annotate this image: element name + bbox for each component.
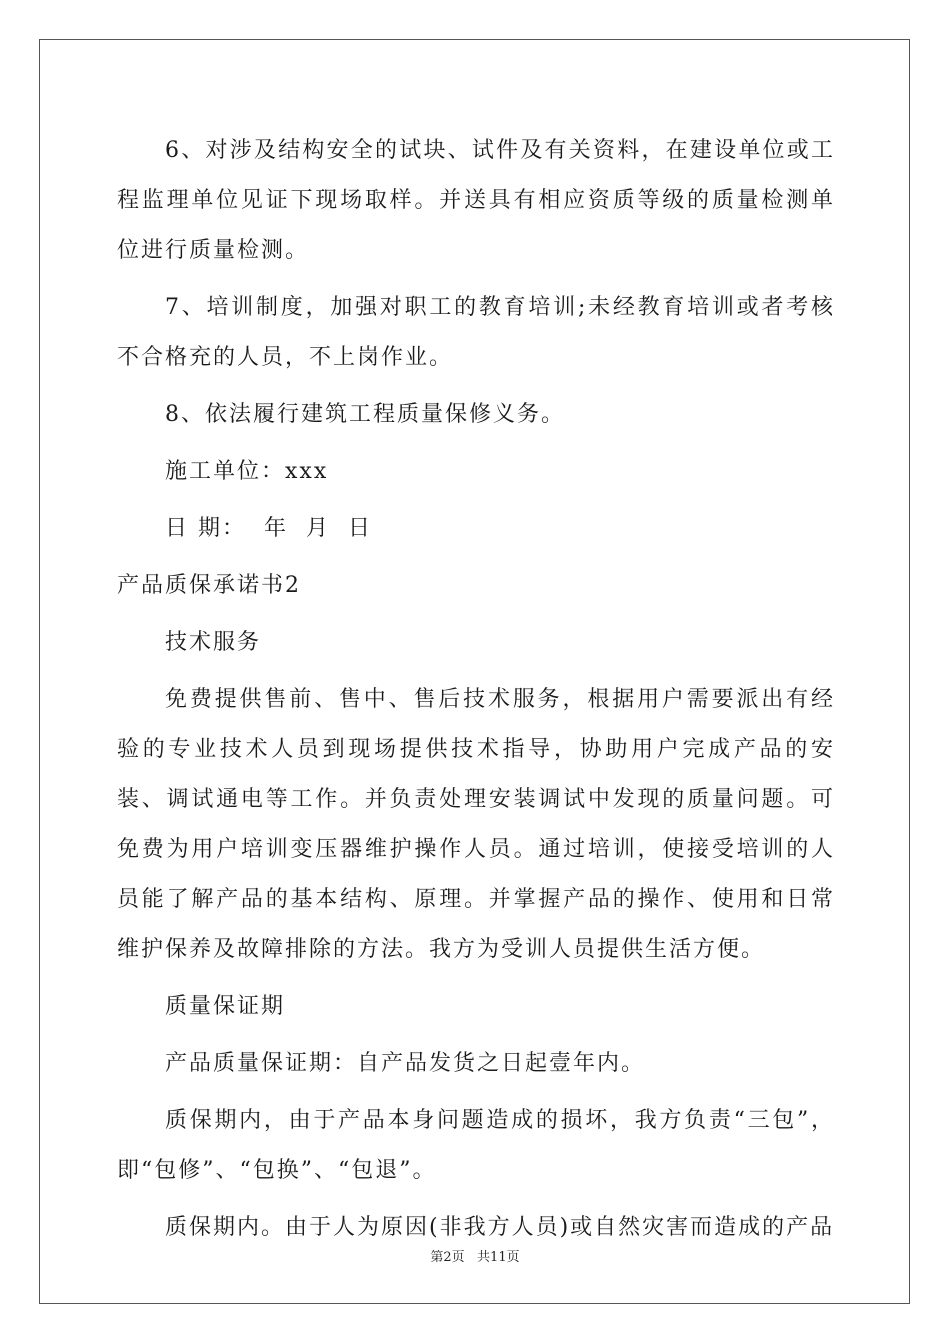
document-body bbox=[117, 126, 835, 1260]
warranty-period: 产品质量保证期：自产品发货之日起壹年内。 bbox=[165, 1051, 646, 1076]
warranty-heading: 质量保证期 bbox=[165, 994, 286, 1019]
construction-unit: 施工单位：xxx bbox=[165, 459, 329, 484]
clause-6: 6、对涉及结构安全的试块、试件及有关资料，在建设单位或工程监理单位见证下现场取样。并送具有相应资质等级的质量检测单位进行质量检测。 bbox=[117, 138, 835, 263]
warranty-human-cause: 质保期内。由于人为原因(非我方人员)或自然灾害而造成的产品 bbox=[165, 1215, 835, 1240]
date-line: 日 期： 年 月 日 bbox=[165, 516, 372, 541]
section-title: 产品质保承诺书2 bbox=[117, 573, 301, 598]
clause-7: 7、培训制度，加强对职工的教育培训;未经教育培训或者考核不合格充的人员，不上岗作业。 bbox=[117, 295, 835, 370]
tech-service-body: 免费提供售前、售中、售后技术服务，根据用户需要派出有经验的专业技术人员到现场提供技术指导，协助用户完成产品的安装、调试通电等工作。并负责处理安装调试中发现的质量问题。可免费为用户培训变压器维护操作人员。通过培训，使接受培训的人员能了解产品的基本结构、原理。并掌握产品的操作、使用和日常维护保养及故障排除的方法。我方为受训人员提供生活方便。 bbox=[117, 687, 835, 962]
warranty-three-guarantees: 质保期内，由于产品本身问题造成的损坏，我方负责“三包”，即“包修”、“包换”、“包退”。 bbox=[117, 1108, 835, 1183]
page-footer: 第2页 共11页 bbox=[430, 1250, 520, 1265]
tech-service-heading: 技术服务 bbox=[165, 630, 262, 655]
clause-8: 8、依法履行建筑工程质量保修义务。 bbox=[165, 402, 565, 427]
